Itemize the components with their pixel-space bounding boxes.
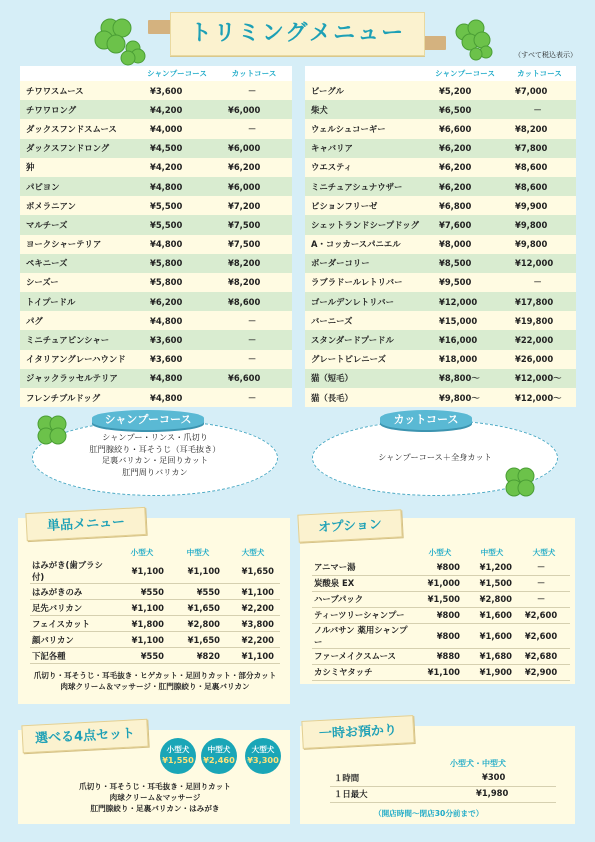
footer-line: 肉球クリーム＆マッサージ・肛門腺絞り・足裏バリカン [60,682,250,691]
price-cell: ¥9,900 [503,196,576,215]
table-row [305,177,576,196]
row-label: ノルバサン 薬用シャンプー [312,623,414,648]
price-cell: ¥550 [114,648,170,664]
price-cell: ¥18,000 [427,350,503,369]
tax-note: （すべて税込表示） [514,51,577,59]
table-header: 大型犬 [532,548,556,557]
price-cell: ¥5,800 [138,273,216,292]
table-row [305,311,576,330]
price-cell: ¥3,600 [138,330,216,349]
row-label: 下記各種 [30,648,114,664]
price-cell: － [216,330,292,349]
row-label: グレートピレニーズ [305,350,427,369]
row-label: ペキニーズ [20,254,138,273]
price-cell: ¥1,100 [226,648,280,664]
table-header: 中型犬 [186,548,210,557]
price-cell: ¥8,600 [216,292,292,311]
row-label: ヨークシャーテリア [20,235,138,254]
table-row [305,100,576,119]
price-cell: ¥3,800 [226,616,280,632]
price-cell: ¥8,200 [503,119,576,138]
price-cell: ¥1,900 [466,664,518,680]
options-title: オプション [297,509,402,542]
circle-price: ¥3,300 [247,755,279,765]
row-label: ジャックラッセルテリア [20,369,138,388]
price-cell: ¥4,200 [138,100,216,119]
row-label: アニマー湯 [312,559,414,575]
set4-line: 爪切り・耳そうじ・耳毛抜き・足回りカット [79,782,231,791]
table-header: カットコース [216,66,292,81]
price-cell: ¥4,800 [138,235,216,254]
set4-title: 選べる4点セット [21,719,148,754]
footer-line: 爪切り・耳そうじ・耳毛抜き・ヒゲカット・足回りカット・部分カット [33,671,277,680]
price-cell: － [216,81,292,100]
clover-icon [32,410,74,452]
row-label: イタリアングレーハウンド [20,350,138,369]
price-cell: ¥3,600 [138,350,216,369]
price-cell: － [503,100,576,119]
price-cell: ¥6,800 [427,196,503,215]
price-cell: ¥4,800 [138,311,216,330]
price-cell: ¥8,200 [216,273,292,292]
table-row [305,292,576,311]
price-cell: ¥880 [414,648,466,664]
row-label: パグ [20,311,138,330]
table-row [312,575,570,591]
price-cell: ¥2,200 [226,600,280,616]
price-cell: ¥9,500 [427,273,503,292]
table-header: 小型犬 [428,548,452,557]
table-row [305,81,576,100]
row-label: 顔バリカン [30,632,114,648]
price-cell: ¥6,200 [427,177,503,196]
page-title: トリミングメニュー [189,21,406,46]
row-label: 猫（長毛） [305,388,427,407]
price-cell: ¥2,680 [518,648,570,664]
table-row [305,369,576,388]
row-label: チワワスムース [20,81,138,100]
row-label: スタンダードプードル [305,330,427,349]
price-cell: ¥6,000 [216,177,292,196]
table-header [30,546,114,559]
price-cell: ¥4,800 [138,369,216,388]
price-cell: ¥1,600 [466,607,518,623]
price-cell: － [216,311,292,330]
row-label: ゴールデンレトリバー [305,292,427,311]
table-header: 大型犬 [241,548,265,557]
row-label: ビションフリーゼ [305,196,427,215]
price-cell: ¥800 [414,607,466,623]
table-row [20,292,292,311]
price-cell: ¥19,800 [503,311,576,330]
row-label: マルチーズ [20,215,138,234]
circle-size: 大型犬 [251,745,275,754]
price-cell: ¥1,650 [226,559,280,584]
price-cell: ¥16,000 [427,330,503,349]
price-circle-small [160,738,196,774]
price-cell: ¥1,100 [114,632,170,648]
table-row [305,350,576,369]
price-cell: ¥4,200 [138,158,216,177]
row-label: トイプードル [20,292,138,311]
row-label: フェイスカット [30,616,114,632]
price-cell: ¥8,600 [503,158,576,177]
price-cell: ¥6,500 [427,100,503,119]
single-menu-footer [24,670,286,692]
price-cell: ¥2,900 [518,664,570,680]
row-label: 狆 [20,158,138,177]
row-label: チワワロング [20,100,138,119]
table-row [20,330,292,349]
price-cell: ¥820 [170,648,226,664]
table-row [305,254,576,273]
row-label: A・コッカースパニエル [305,235,427,254]
price-cell: ¥1,800 [114,616,170,632]
price-cell: ¥9,800 [503,215,576,234]
price-cell: ¥7,800 [503,139,576,158]
price-cell: ¥8,800～ [427,369,503,388]
table-header: 中型犬 [480,548,504,557]
price-cell: ¥5,500 [138,215,216,234]
circle-size: 小型犬 [166,745,190,754]
circle-price: ¥1,550 [162,755,194,765]
price-cell: ¥4,000 [138,119,216,138]
price-cell: ¥8,000 [427,235,503,254]
daycare-price: ¥1,980 [476,788,509,798]
course-line: 肛門周りバリカン [122,466,188,477]
clover-icon [450,14,500,64]
price-cell: － [518,559,570,575]
row-label: ラブラドールレトリバー [305,273,427,292]
table-row [305,388,576,407]
price-cell: ¥7,200 [216,196,292,215]
row-label: 足先バリカン [30,600,114,616]
table-row [305,215,576,234]
table-row [20,350,292,369]
row-label: ミニチュアシュナウザー [305,177,427,196]
table-row [312,607,570,623]
daycare-title: 一時お預かり [301,715,414,749]
row-label: ウエスティ [305,158,427,177]
price-table-right [305,66,576,407]
price-cell: ¥2,600 [518,607,570,623]
price-cell: ¥9,800 [503,235,576,254]
price-cell: ¥22,000 [503,330,576,349]
price-cell: ¥1,100 [114,600,170,616]
shampoo-course-label: シャンプーコース [92,410,204,430]
price-cell: － [518,575,570,591]
price-cell: ¥9,800～ [427,388,503,407]
price-cell: ¥2,200 [226,632,280,648]
price-cell: ¥12,000 [427,292,503,311]
price-cell: ¥800 [414,559,466,575]
table-header [305,66,427,81]
table-header: シャンプーコース [427,66,503,81]
price-cell: ¥550 [114,584,170,600]
table-row [305,235,576,254]
price-cell: ¥2,600 [518,623,570,648]
table-row [20,235,292,254]
table-row [20,119,292,138]
table-row [30,600,280,616]
price-cell: ¥6,200 [427,158,503,177]
price-cell: ¥1,000 [414,575,466,591]
price-cell: ¥7,000 [503,81,576,100]
price-cell: ¥6,600 [216,369,292,388]
row-label: ファーメイクスムース [312,648,414,664]
set4-details [30,781,280,814]
price-cell: ¥1,600 [466,623,518,648]
price-cell: ¥12,000 [503,254,576,273]
row-label: ウェルシュコーギー [305,119,427,138]
row-label: バーニーズ [305,311,427,330]
price-cell: ¥7,500 [216,215,292,234]
price-cell: ¥4,800 [138,177,216,196]
price-cell: － [216,350,292,369]
course-line: 足裏バリカン・足回りカット [101,455,209,465]
row-label: ダックスフンドロング [20,139,138,158]
price-cell: ¥8,200 [216,254,292,273]
set4-line: 肉球クリーム＆マッサージ [109,793,201,802]
daycare-label: １時間 [334,773,360,783]
cut-course-details: シャンプーコース＋全身カット [378,452,492,462]
price-cell: ¥6,600 [427,119,503,138]
price-cell: ¥3,600 [138,81,216,100]
price-cell: ¥17,800 [503,292,576,311]
circle-size: 中型犬 [207,745,231,754]
price-table-left [20,66,292,407]
table-row [305,139,576,158]
shampoo-course-details [46,432,264,478]
table-row [20,100,292,119]
price-cell: ¥1,650 [170,632,226,648]
tape-decoration [422,36,446,50]
row-label: 柴犬 [305,100,427,119]
table-row [20,196,292,215]
daycare-note: （開店時間～閉店30分前まで） [374,809,484,818]
table-row [20,139,292,158]
price-cell: ¥2,800 [170,616,226,632]
price-cell: － [503,273,576,292]
table-row [20,388,292,407]
table-row [312,559,570,575]
clover-icon [88,14,148,70]
row-label: シェットランドシープドッグ [305,215,427,234]
table-header: 小型犬 [130,548,154,557]
table-row [305,330,576,349]
price-cell: ¥1,500 [466,575,518,591]
table-header: カットコース [503,66,576,81]
row-label: ボーダーコリー [305,254,427,273]
price-cell: ¥1,100 [170,559,226,584]
course-line: 肛門腺絞り・耳そうじ（耳毛抜き） [89,443,221,454]
table-header [20,66,138,81]
table-row [20,254,292,273]
price-cell: ¥6,200 [427,139,503,158]
price-cell: ¥15,000 [427,311,503,330]
table-row [312,591,570,607]
price-cell: ¥1,100 [414,664,466,680]
price-cell: ¥4,500 [138,139,216,158]
table-row [20,81,292,100]
price-cell: ¥4,800 [138,388,216,407]
single-menu-table [30,546,280,664]
set4-line: 肛門腺絞り・足裏バリカン・はみがき [90,804,220,813]
table-row [30,584,280,600]
price-cell: ¥1,200 [466,559,518,575]
row-label: はみがき(歯ブラシ付) [30,559,114,584]
daycare-row [330,788,556,803]
price-cell: ¥800 [414,623,466,648]
price-cell: ¥1,100 [114,559,170,584]
table-row [30,632,280,648]
price-cell: ¥5,800 [138,254,216,273]
row-label: パピヨン [20,177,138,196]
tape-decoration [148,20,172,34]
table-row [20,158,292,177]
price-cell: ¥5,200 [427,81,503,100]
price-cell: ¥26,000 [503,350,576,369]
row-label: ティーツリーシャンプー [312,607,414,623]
daycare-header: 小型犬・中型犬 [450,759,506,768]
row-label: フレンチブルドッグ [20,388,138,407]
clover-icon [500,462,542,504]
row-label: 猫（短毛） [305,369,427,388]
table-row [312,623,570,648]
row-label: ミニチュアピンシャー [20,330,138,349]
price-cell: ¥6,200 [216,158,292,177]
price-cell: ¥1,100 [226,584,280,600]
course-line: シャンプー・リンス・爪切り [102,432,208,442]
daycare-row [330,772,556,787]
price-circle-medium [201,738,237,774]
single-menu-title: 単品メニュー [25,507,146,541]
table-row [312,664,570,680]
price-cell: ¥5,500 [138,196,216,215]
daycare-label: １日最大 [334,789,368,799]
price-cell: － [216,119,292,138]
price-cell: ¥1,500 [414,591,466,607]
row-label: キャバリア [305,139,427,158]
row-label: ポメラニアン [20,196,138,215]
row-label: ダックスフンドスムース [20,119,138,138]
table-row [312,648,570,664]
price-cell: ¥8,600 [503,177,576,196]
table-header: シャンプーコース [138,66,216,81]
table-row [20,311,292,330]
price-cell: ¥7,600 [427,215,503,234]
price-cell: ¥1,650 [170,600,226,616]
row-label: ビーグル [305,81,427,100]
table-row [305,158,576,177]
table-row [20,369,292,388]
price-cell: ¥12,000～ [503,369,576,388]
row-label: はみがきのみ [30,584,114,600]
row-label: 炭酸泉 EX [312,575,414,591]
table-row [20,215,292,234]
table-row [30,648,280,664]
row-label: カシミヤタッチ [312,664,414,680]
table-row [305,119,576,138]
daycare-price: ¥300 [482,772,506,782]
price-circle-large [245,738,281,774]
table-row [30,616,280,632]
price-cell: ¥8,500 [427,254,503,273]
price-cell: ¥6,000 [216,139,292,158]
table-row [20,177,292,196]
table-row [30,559,280,584]
circle-price: ¥2,460 [203,755,235,765]
price-cell: ¥6,200 [138,292,216,311]
price-cell: ¥2,800 [466,591,518,607]
price-cell: ¥1,680 [466,648,518,664]
title-board [170,12,425,56]
price-cell: － [518,591,570,607]
table-row [305,273,576,292]
table-row [20,273,292,292]
row-label: シーズー [20,273,138,292]
cut-course-label: カットコース [380,410,472,430]
price-cell: ¥6,000 [216,100,292,119]
row-label: ハーブパック [312,591,414,607]
table-header [312,546,414,559]
price-cell: ¥7,500 [216,235,292,254]
table-row [305,196,576,215]
price-cell: ¥550 [170,584,226,600]
price-cell: ¥12,000～ [503,388,576,407]
options-table [312,546,570,681]
price-cell: － [216,388,292,407]
